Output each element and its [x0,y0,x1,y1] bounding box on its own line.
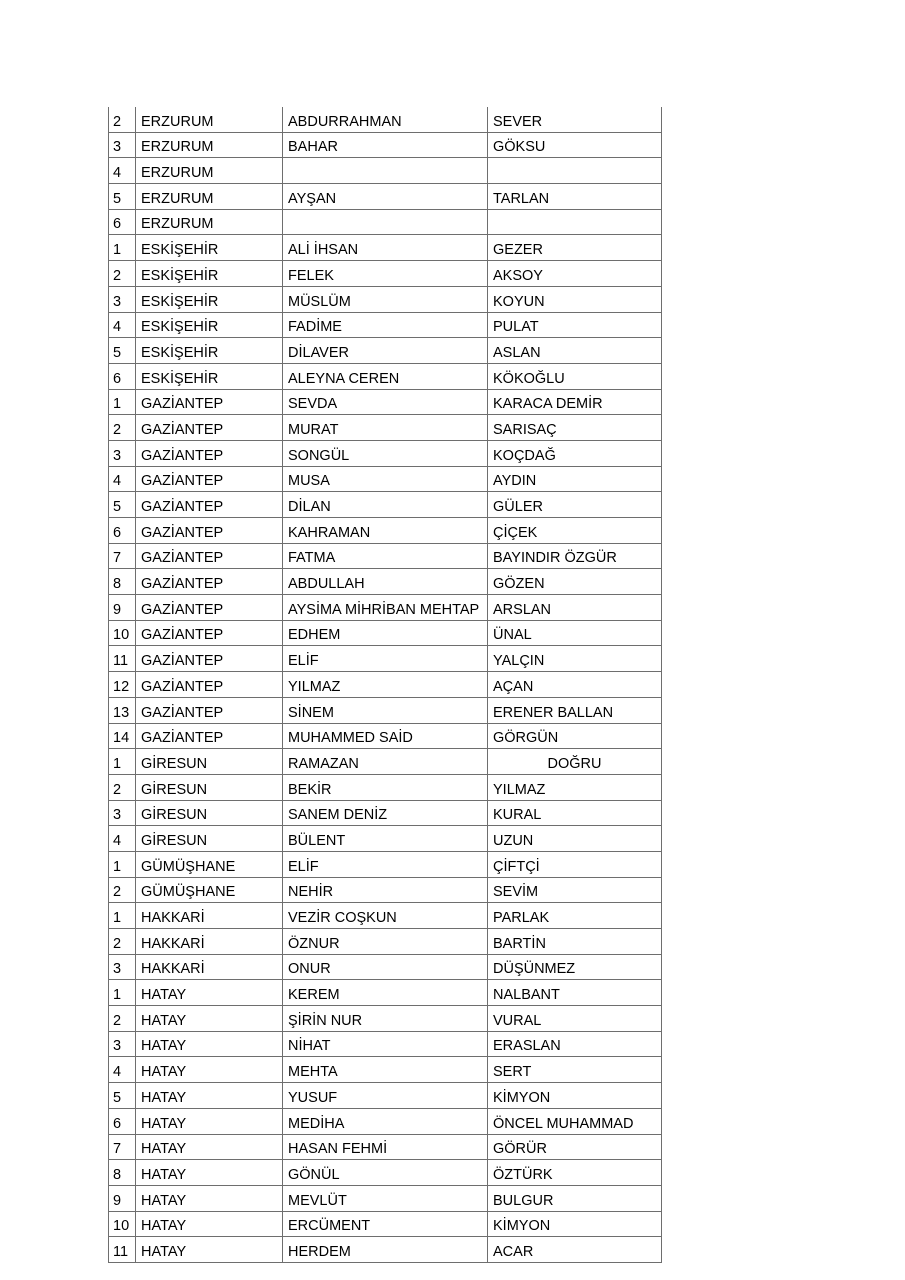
city-cell: GÜMÜŞHANE [136,851,283,877]
last-name-cell: GÖRGÜN [488,723,662,749]
city-cell: GAZİANTEP [136,595,283,621]
last-name-cell: KİMYON [488,1211,662,1237]
first-name-cell: ELİF [283,851,488,877]
city-cell: HATAY [136,1083,283,1109]
city-cell: HATAY [136,1160,283,1186]
row-number-cell: 3 [109,800,136,826]
last-name-cell: ÜNAL [488,620,662,646]
table-row [109,1134,662,1160]
row-number-cell: 10 [109,620,136,646]
first-name-cell: YUSUF [283,1083,488,1109]
row-number-cell: 4 [109,466,136,492]
last-name-cell: KARACA DEMİR [488,389,662,415]
table-row [109,440,662,466]
last-name-cell: GÖRÜR [488,1134,662,1160]
table-row [109,261,662,287]
last-name-cell: ÇİÇEK [488,518,662,544]
roster-table-body [109,107,662,1262]
row-number-cell: 10 [109,1211,136,1237]
row-number-cell: 2 [109,877,136,903]
last-name-cell: ASLAN [488,338,662,364]
city-cell: GÜMÜŞHANE [136,877,283,903]
row-number-cell: 8 [109,1160,136,1186]
row-number-cell: 4 [109,312,136,338]
city-cell: HATAY [136,1057,283,1083]
row-number-cell: 7 [109,543,136,569]
first-name-cell: BÜLENT [283,826,488,852]
table-row [109,749,662,775]
first-name-cell: DİLAN [283,492,488,518]
last-name-cell: ARSLAN [488,595,662,621]
row-number-cell: 2 [109,929,136,955]
table-row [109,595,662,621]
table-row [109,235,662,261]
first-name-cell: BAHAR [283,132,488,158]
row-number-cell: 11 [109,1237,136,1263]
table-row [109,851,662,877]
city-cell: HATAY [136,980,283,1006]
city-cell: GAZİANTEP [136,543,283,569]
first-name-cell: MUSA [283,466,488,492]
table-row [109,672,662,698]
table-row [109,286,662,312]
city-cell: GAZİANTEP [136,569,283,595]
city-cell: ESKİŞEHİR [136,235,283,261]
table-row [109,1006,662,1032]
first-name-cell: HERDEM [283,1237,488,1263]
row-number-cell: 3 [109,954,136,980]
first-name-cell: GÖNÜL [283,1160,488,1186]
first-name-cell: MEDİHA [283,1108,488,1134]
table-row [109,1108,662,1134]
table-row [109,569,662,595]
table-row [109,1160,662,1186]
city-cell: GAZİANTEP [136,518,283,544]
last-name-cell: TARLAN [488,184,662,210]
city-cell: GAZİANTEP [136,672,283,698]
last-name-cell: PARLAK [488,903,662,929]
row-number-cell: 6 [109,209,136,235]
last-name-cell: ÖZTÜRK [488,1160,662,1186]
table-row [109,209,662,235]
city-cell: HATAY [136,1237,283,1263]
table-row [109,800,662,826]
city-cell: HATAY [136,1006,283,1032]
last-name-cell: KOÇDAĞ [488,440,662,466]
table-row [109,954,662,980]
table-row [109,1083,662,1109]
last-name-cell: SARISAÇ [488,415,662,441]
first-name-cell: AYSİMA MİHRİBAN MEHTAP [283,595,488,621]
first-name-cell: ABDURRAHMAN [283,107,488,132]
first-name-cell: NEHİR [283,877,488,903]
first-name-cell: DİLAVER [283,338,488,364]
last-name-cell: ÇİFTÇİ [488,851,662,877]
table-row [109,929,662,955]
row-number-cell: 6 [109,1108,136,1134]
city-cell: HATAY [136,1134,283,1160]
row-number-cell: 1 [109,235,136,261]
row-number-cell: 9 [109,595,136,621]
last-name-cell: GEZER [488,235,662,261]
row-number-cell: 2 [109,107,136,132]
row-number-cell: 6 [109,363,136,389]
first-name-cell: SEVDA [283,389,488,415]
city-cell: GAZİANTEP [136,697,283,723]
table-row [109,877,662,903]
first-name-cell: FATMA [283,543,488,569]
city-cell: GİRESUN [136,749,283,775]
first-name-cell: MUHAMMED SAİD [283,723,488,749]
last-name-cell: SEVİM [488,877,662,903]
last-name-cell: SERT [488,1057,662,1083]
first-name-cell: ONUR [283,954,488,980]
last-name-cell: KOYUN [488,286,662,312]
city-cell: GİRESUN [136,826,283,852]
table-row [109,1185,662,1211]
city-cell: GAZİANTEP [136,415,283,441]
city-cell: GAZİANTEP [136,389,283,415]
last-name-cell: GÖZEN [488,569,662,595]
first-name-cell: YILMAZ [283,672,488,698]
last-name-cell [488,209,662,235]
last-name-cell: DOĞRU [488,749,662,775]
first-name-cell: BEKİR [283,774,488,800]
last-name-cell: PULAT [488,312,662,338]
city-cell: HAKKARİ [136,903,283,929]
city-cell: HAKKARİ [136,929,283,955]
last-name-cell: SEVER [488,107,662,132]
city-cell: GAZİANTEP [136,620,283,646]
city-cell: HAKKARİ [136,954,283,980]
last-name-cell: UZUN [488,826,662,852]
row-number-cell: 8 [109,569,136,595]
first-name-cell: ELİF [283,646,488,672]
table-row [109,980,662,1006]
city-cell: ERZURUM [136,209,283,235]
last-name-cell: ÖNCEL MUHAMMAD [488,1108,662,1134]
last-name-cell: AÇAN [488,672,662,698]
first-name-cell: ŞİRİN NUR [283,1006,488,1032]
city-cell: GAZİANTEP [136,466,283,492]
first-name-cell: SANEM DENİZ [283,800,488,826]
row-number-cell: 3 [109,1031,136,1057]
row-number-cell: 2 [109,261,136,287]
table-row [109,107,662,132]
last-name-cell: AYDIN [488,466,662,492]
row-number-cell: 4 [109,158,136,184]
first-name-cell: MEVLÜT [283,1185,488,1211]
row-number-cell: 5 [109,338,136,364]
city-cell: GAZİANTEP [136,492,283,518]
row-number-cell: 1 [109,851,136,877]
table-row [109,415,662,441]
last-name-cell: VURAL [488,1006,662,1032]
row-number-cell: 12 [109,672,136,698]
row-number-cell: 1 [109,980,136,1006]
last-name-cell: KÖKOĞLU [488,363,662,389]
last-name-cell: YALÇIN [488,646,662,672]
city-cell: HATAY [136,1031,283,1057]
row-number-cell: 5 [109,492,136,518]
city-cell: ERZURUM [136,107,283,132]
last-name-cell: DÜŞÜNMEZ [488,954,662,980]
city-cell: HATAY [136,1211,283,1237]
row-number-cell: 6 [109,518,136,544]
city-cell: GİRESUN [136,800,283,826]
last-name-cell: ACAR [488,1237,662,1263]
table-row [109,903,662,929]
last-name-cell: BARTİN [488,929,662,955]
table-row [109,1057,662,1083]
last-name-cell: GÜLER [488,492,662,518]
first-name-cell [283,209,488,235]
city-cell: ESKİŞEHİR [136,312,283,338]
first-name-cell: KAHRAMAN [283,518,488,544]
city-cell: ESKİŞEHİR [136,338,283,364]
row-number-cell: 14 [109,723,136,749]
table-row [109,1237,662,1263]
last-name-cell: GÖKSU [488,132,662,158]
city-cell: GİRESUN [136,774,283,800]
table-row [109,646,662,672]
table-row [109,158,662,184]
first-name-cell: EDHEM [283,620,488,646]
last-name-cell: ERENER BALLAN [488,697,662,723]
city-cell: ESKİŞEHİR [136,286,283,312]
row-number-cell: 1 [109,389,136,415]
roster-table [108,107,662,1263]
first-name-cell: MÜSLÜM [283,286,488,312]
row-number-cell: 1 [109,903,136,929]
table-row [109,1211,662,1237]
city-cell: ESKİŞEHİR [136,261,283,287]
city-cell: ESKİŞEHİR [136,363,283,389]
row-number-cell: 3 [109,440,136,466]
first-name-cell: ALİ İHSAN [283,235,488,261]
row-number-cell: 5 [109,1083,136,1109]
first-name-cell: ERCÜMENT [283,1211,488,1237]
last-name-cell: BAYINDIR ÖZGÜR [488,543,662,569]
last-name-cell: KİMYON [488,1083,662,1109]
first-name-cell: VEZİR COŞKUN [283,903,488,929]
first-name-cell: ALEYNA CEREN [283,363,488,389]
table-row [109,1031,662,1057]
table-row [109,338,662,364]
row-number-cell: 3 [109,132,136,158]
city-cell: ERZURUM [136,132,283,158]
table-row [109,543,662,569]
city-cell: GAZİANTEP [136,440,283,466]
last-name-cell: YILMAZ [488,774,662,800]
row-number-cell: 9 [109,1185,136,1211]
first-name-cell: SONGÜL [283,440,488,466]
first-name-cell [283,158,488,184]
table-row [109,492,662,518]
table-row [109,723,662,749]
city-cell: HATAY [136,1108,283,1134]
table-row [109,826,662,852]
last-name-cell: NALBANT [488,980,662,1006]
row-number-cell: 5 [109,184,136,210]
table-row [109,697,662,723]
table-row [109,774,662,800]
city-cell: ERZURUM [136,184,283,210]
first-name-cell: KEREM [283,980,488,1006]
row-number-cell: 13 [109,697,136,723]
last-name-cell: BULGUR [488,1185,662,1211]
row-number-cell: 4 [109,1057,136,1083]
table-row [109,363,662,389]
row-number-cell: 4 [109,826,136,852]
row-number-cell: 2 [109,774,136,800]
city-cell: ERZURUM [136,158,283,184]
first-name-cell: NİHAT [283,1031,488,1057]
table-row [109,132,662,158]
first-name-cell: ÖZNUR [283,929,488,955]
table-row [109,184,662,210]
first-name-cell: AYŞAN [283,184,488,210]
first-name-cell: ABDULLAH [283,569,488,595]
first-name-cell: FADİME [283,312,488,338]
last-name-cell: AKSOY [488,261,662,287]
table-row [109,518,662,544]
first-name-cell: SİNEM [283,697,488,723]
first-name-cell: HASAN FEHMİ [283,1134,488,1160]
row-number-cell: 2 [109,1006,136,1032]
row-number-cell: 7 [109,1134,136,1160]
row-number-cell: 2 [109,415,136,441]
last-name-cell: ERASLAN [488,1031,662,1057]
table-row [109,312,662,338]
city-cell: HATAY [136,1185,283,1211]
row-number-cell: 3 [109,286,136,312]
first-name-cell: RAMAZAN [283,749,488,775]
row-number-cell: 1 [109,749,136,775]
city-cell: GAZİANTEP [136,723,283,749]
table-row [109,389,662,415]
first-name-cell: FELEK [283,261,488,287]
last-name-cell [488,158,662,184]
first-name-cell: MURAT [283,415,488,441]
row-number-cell: 11 [109,646,136,672]
table-row [109,466,662,492]
city-cell: GAZİANTEP [136,646,283,672]
first-name-cell: MEHTA [283,1057,488,1083]
last-name-cell: KURAL [488,800,662,826]
table-row [109,620,662,646]
